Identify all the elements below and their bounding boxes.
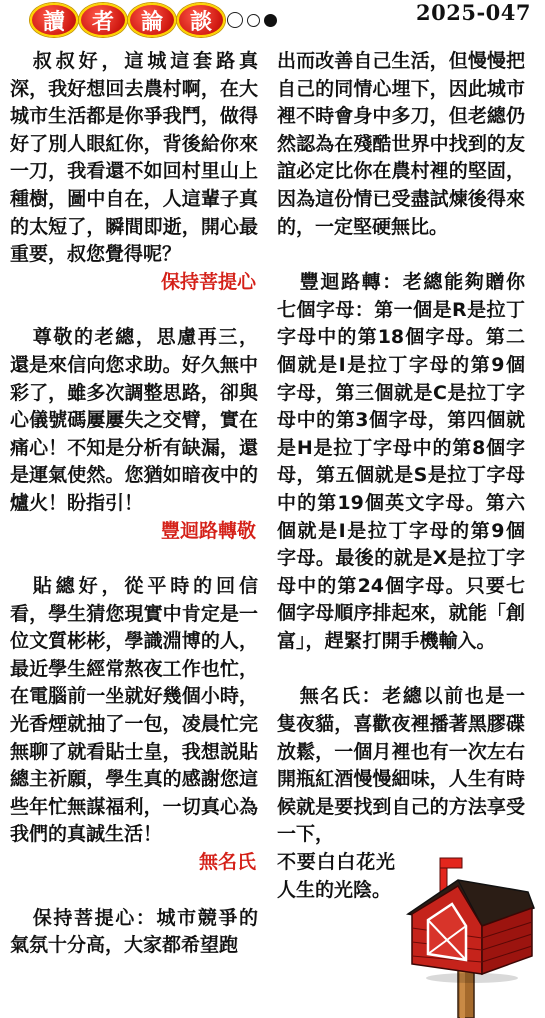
right-column [277,48,525,904]
left-column [10,48,258,960]
mailbox-illustration [400,852,540,1018]
paragraph: 不要白白花光人生的光陰。 [277,851,395,901]
circle-icon [227,12,243,28]
signature: 保持菩提心 [160,270,256,293]
title-char-1: 讀 [30,3,78,37]
paragraph-spacer [10,296,258,324]
header [0,0,545,34]
paragraph-spacer [10,545,258,573]
signature: 豐迴路轉敬 [160,519,256,542]
decorative-dots [227,12,277,28]
paragraph-spacer [10,877,258,905]
circle-icon [247,14,260,27]
title-char-2: 者 [79,3,127,37]
issue-number: 2025-047 [416,0,531,25]
paragraph: 貼總好，從平時的回信看，學生猜您現實中肯定是一位文質彬彬，學識淵博的人，最近學生經常熬夜工作也忙，在電腦前一坐就好幾個小時，光香煙就抽了一包，凌晨忙完無聊了就看貼士皇，我想説貼總主祈願，學生真的感謝您這些年忙無謀福利，一切真心為我們的真誠生活！ [10,575,258,846]
paragraph-spacer [277,655,525,683]
paragraph: 尊敬的老總，思慮再三，還是來信向您求助。好久無中彩了，雖多次調整思路，卻與心儀號碼屢屢失之交臂，實在痛心！不知是分析有缺漏，還是運氣使然。您猶如暗夜中的爐火！盼指引！ [10,326,258,514]
signature: 無名氏 [198,851,256,874]
paragraph: 保持菩提心：城市競爭的氣氛十分高，大家都希望跑 [10,906,258,957]
paragraph: 叔叔好，這城這套路真深，我好想回去農村啊，在大城市生活都是你爭我鬥，做得好了別人眼紅你，背後給你來一刀，我看還不如回村里山上種樹，圖中自在，人這輩子真的太短了，瞬間即逝，開心最重要，叔您覺得呢？ [10,50,258,266]
title-char-3: 論 [128,3,176,37]
filled-circle-icon [264,14,277,27]
paragraph-spacer [277,241,525,269]
paragraph: 無名氏：老總以前也是一隻夜貓，喜歡夜裡播著黑膠碟放鬆，一個月裡也有一次左右開瓶紅酒慢慢細味，人生有時候就是要找到自己的方法享受一下， [277,685,525,846]
paragraph: 出而改善自己生活，但慢慢把自己的同情心埋下，因此城市裡不時會身中多刀，但老總仍然認為在殘酷世界中找到的友誼必定比你在農村裡的堅固，因為這份情已受盡試煉後得來的，一定堅硬無比。 [277,50,525,238]
title-char-4: 談 [177,3,225,37]
paragraph: 豐迴路轉：老總能夠贈你七個字母：第一個是R是拉丁字母中的第18個字母。第二個就是I是拉丁字母的第9個字母，第三個就是C是拉丁字母中的第3個字母，第四個就是H是拉丁字母中的第8個字母，第五個就是S是拉丁字母中的第19個英文字母。第六個就是I是拉丁字母的第9個字母。最後的就是X是拉丁字母中的第24個字母。只要七個字母順序排起來，就能「創富」，趕緊打開手機輸入。 [277,271,525,652]
